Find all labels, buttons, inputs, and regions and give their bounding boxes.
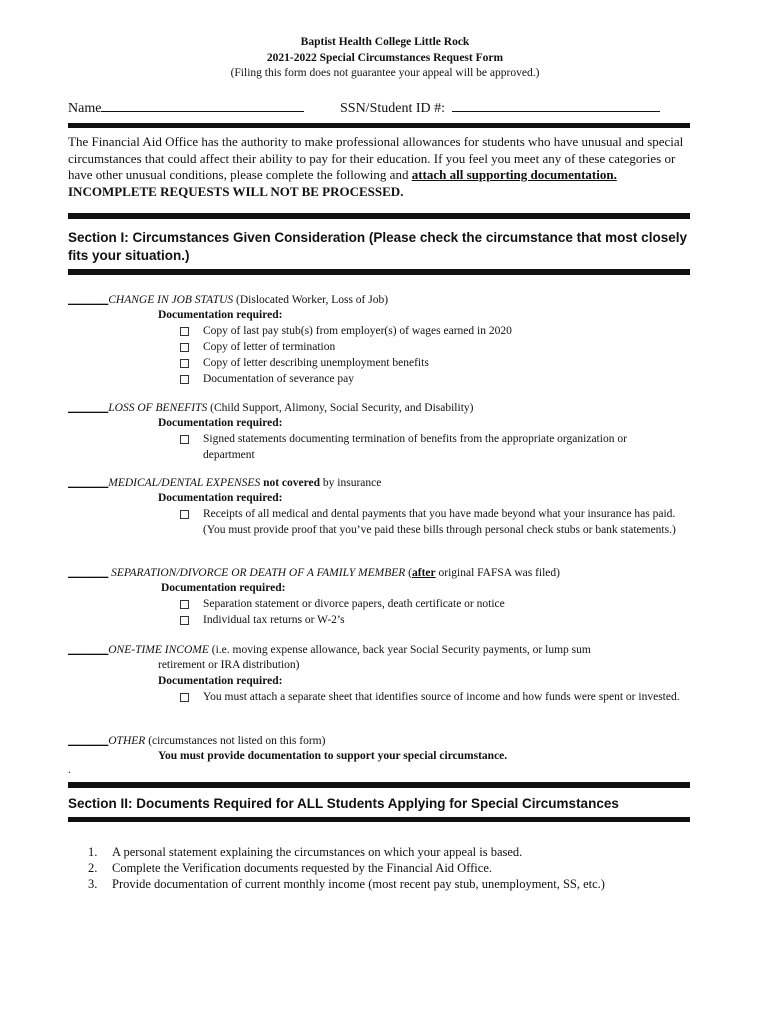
doc-required-label: Documentation required: [158,492,283,504]
checkbox-icon[interactable] [180,435,189,444]
checkbox-blank[interactable]: _______ [68,567,109,579]
divider [68,123,690,128]
college-name: Baptist Health College Little Rock [300,36,470,48]
option-title: LOSS OF BENEFITS [108,402,208,414]
option-desc: original FAFSA was filed) [435,567,560,579]
option-other[interactable] [68,735,325,747]
doc-item-label: Individual tax returns or W-2’s [203,614,345,626]
option-desc: (circumstances not listed on this form) [145,735,326,747]
list-text: Complete the Verification documents requested by the Financial Aid Office. [112,861,492,875]
section1-title: Section I: Circumstances Given Consideration (Please check the circumstance that most closely fits your situation.) [68,230,687,263]
name-field[interactable] [68,97,304,117]
incomplete-warning: INCOMPLETE REQUESTS WILL NOT BE PROCESSED. [68,183,404,199]
doc-required-label: Documentation required: [158,309,283,321]
must-provide-doc: You must provide documentation to support your special circumstance. [158,750,508,762]
doc-required-label: Documentation required: [158,417,283,429]
list-text: Provide documentation of current monthly income (most recent pay stub, unemployment, SS, etc.) [112,877,605,891]
doc-item-label: Documentation of severance pay [203,373,355,385]
option-title: MEDICAL/DENTAL EXPENSES [108,477,261,489]
option-desc: (Child Support, Alimony, Social Security, and Disability) [207,402,474,414]
intro-text: The Financial Aid Office has the authority to make professional allowances for students who have unusual and special circumstances that could affect their ability to pay for their education. If you feel you meet any of these categories or have other unusual conditions, please complete the following and [68,134,684,182]
required-docs-list [88,844,605,892]
checkbox-icon[interactable] [180,693,189,702]
checkbox-icon[interactable] [180,510,189,519]
doc-item-label: Copy of letter describing unemployment benefits [203,357,429,369]
form-title: 2021-2022 Special Circumstances Request Form [266,52,504,64]
option-medical-expenses[interactable] [68,477,381,489]
checkbox-icon[interactable] [180,343,189,352]
doc-item-label: You must attach a separate sheet that identifies source of income and how funds were spent or invested. [203,691,680,703]
doc-item-label: Signed statements documenting termination of benefits from the appropriate organization or department [203,433,627,461]
section2-title: Section II: Documents Required for ALL Students Applying for Special Circumstances [68,796,619,811]
ssn-field[interactable] [340,97,660,117]
option-title: SEPARATION/DIVORCE OR DEATH OF A FAMILY MEMBER [108,567,406,579]
doc-required-label: Documentation required: [158,675,283,687]
option-title: ONE-TIME INCOME [108,644,209,656]
form-note: (Filing this form does not guarantee your appeal will be approved.) [230,67,540,79]
doc-item-label: Copy of last pay stub(s) from employer(s) of wages earned in 2020 [203,325,512,337]
not-covered-text: not covered [260,477,321,489]
checkbox-blank[interactable]: _______ [68,735,109,747]
divider [68,782,690,788]
option-one-time-income[interactable] [68,644,591,656]
paren: ( [405,567,412,579]
name-label: Name [68,101,102,116]
list-number: 2. [88,861,98,875]
checkbox-icon[interactable] [180,375,189,384]
checkbox-icon[interactable] [180,327,189,336]
ssn-input-line[interactable] [452,97,660,112]
checkbox-icon[interactable] [180,359,189,368]
list-number: 3. [88,877,98,891]
name-input-line[interactable] [101,97,304,112]
list-number: 1. [88,845,98,859]
option-desc: (i.e. moving expense allowance, back year Social Security payments, or lump sum [208,644,591,656]
checkbox-blank[interactable]: _______ [68,477,109,489]
list-text: A personal statement explaining the circumstances on which your appeal is based. [112,845,523,859]
option-separation[interactable] [68,567,560,579]
list-item [88,860,605,876]
checkbox-icon[interactable] [180,600,189,609]
option-desc-cont: retirement or IRA distribution) [158,659,300,671]
after-text: after [412,567,436,579]
checkbox-blank[interactable]: _______ [68,402,109,414]
checkbox-blank[interactable]: _______ [68,644,109,656]
option-title: OTHER [108,735,146,747]
ssn-label: SSN/Student ID #: [340,101,446,116]
divider [68,269,690,275]
divider [68,213,690,219]
intro-paragraph [68,134,690,200]
option-job-status[interactable] [68,294,388,306]
option-loss-of-benefits[interactable] [68,402,473,414]
option-title: CHANGE IN JOB STATUS [108,294,234,306]
doc-item-label: Receipts of all medical and dental payments that you have made beyond what your insurance has paid. (You must provide proof that you’ve paid these bills through personal check stubs or bank statements.) [203,508,676,536]
checkbox-blank[interactable]: _______ [68,294,109,306]
option-desc: (Dislocated Worker, Loss of Job) [233,294,389,306]
divider [68,817,690,822]
doc-item-label: Separation statement or divorce papers, death certificate or notice [203,598,505,610]
checkbox-icon[interactable] [180,616,189,625]
doc-required-label: Documentation required: [161,582,286,594]
list-item [88,876,605,892]
stray-dot: . [68,764,71,776]
list-item [88,844,605,860]
attach-docs-text: attach all supporting documentation. [411,167,617,182]
option-desc: by insurance [320,477,382,489]
doc-item-label: Copy of letter of termination [203,341,336,353]
